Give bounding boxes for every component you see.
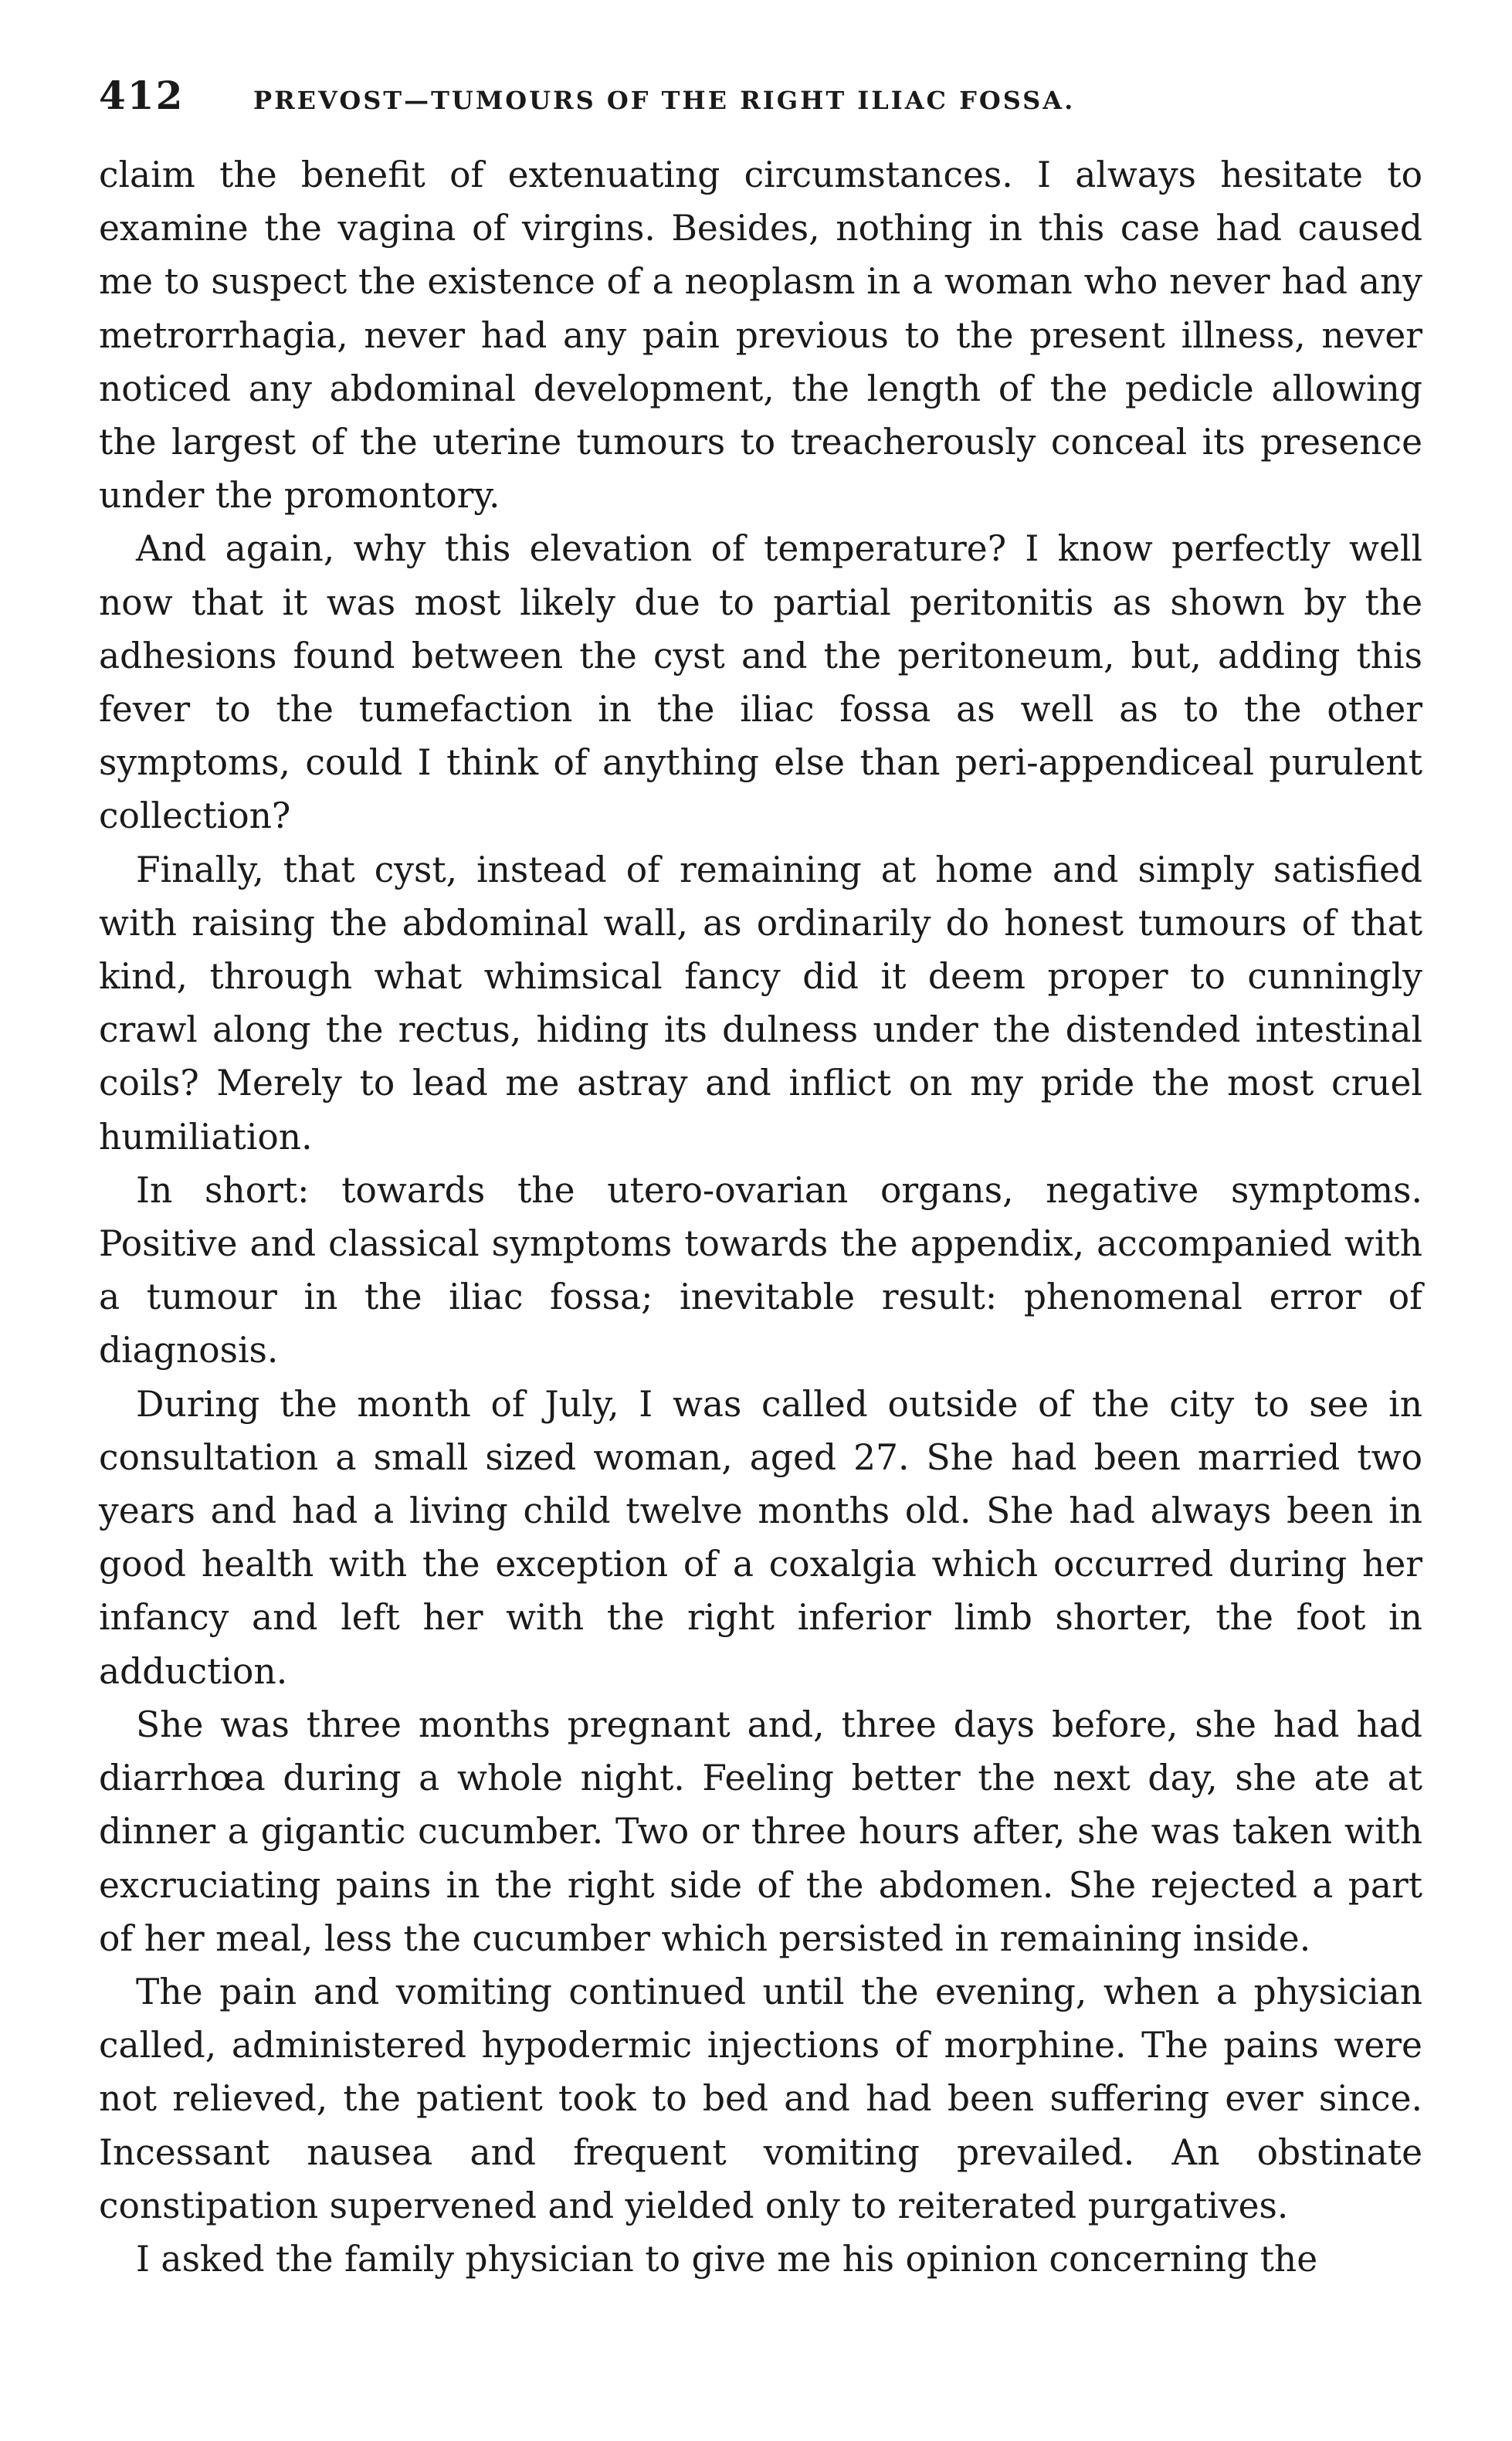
paragraph: She was three months pregnant and, three days before, she had had diarrhœa during a whole night. Feeling better the next day, she ate at dinner a gigantic cucumber. Two or three hours after, she was taken with excruciating pains in the right side of the abdomen. She rejected a part of her meal, less the cucumber which persisted in remaining inside. bbox=[99, 1704, 1422, 1959]
paragraph: Finally, that cyst, instead of remaining at home and simply satisfied with raising the abdominal wall, as ordinarily do honest tumours of that kind, through what whimsical fancy did it deem proper to cunningly crawl along the rectus, hiding its dulness under the distended intestinal coils? Merely to lead me astray and inflict on my pride the most cruel humiliation. bbox=[99, 849, 1422, 1158]
paragraph: During the month of July, I was called outside of the city to see in consultation a small sized woman, aged 27. She had been married two years and had a living child twelve months old. She had always been in good health with the exception of a coxalgia which occurred during her infancy and left her with the right inferior limb shorter, the foot in adduction. bbox=[99, 1383, 1422, 1692]
running-head bbox=[99, 73, 1422, 134]
paragraph-last: I asked the family physician to give me his opinion concerning the bbox=[136, 2238, 1318, 2280]
paragraph-continuation: claim the benefit of extenuating circumstances. I always hesitate to examine the vagina of virgins. Besides, nothing in this case had caused me to suspect the existence of a neoplasm in a woman who never had any metrorrhagia, never had any pain previous to the present illness, never noticed any abdominal development, the length of the pedicle allowing the largest of the uterine tumours to treacherously conceal its presence under the promontory. bbox=[99, 154, 1422, 517]
running-title: PREVOST—TUMOURS OF THE RIGHT ILIAC FOSSA. bbox=[253, 86, 1076, 115]
body-text bbox=[99, 148, 1422, 2286]
paragraph: In short: towards the utero-ovarian organs, negative symptoms. Positive and classical symptoms towards the appendix, accompanied with a tumour in the iliac fossa; inevitable result: phenomenal error of diagnosis. bbox=[99, 1169, 1422, 1371]
paragraph: And again, why this elevation of temperature? I know perfectly well now that it was most likely due to partial peritonitis as shown by the adhesions found between the cyst and the peritoneum, but, adding this fever to the tumefaction in the iliac fossa as well as to the other symptoms, could I think of anything else than peri-appendiceal purulent collection? bbox=[99, 528, 1422, 837]
page-number: 412 bbox=[99, 73, 185, 118]
paragraph: The pain and vomiting continued until the evening, when a physician called, administered hypodermic injections of morphine. The pains were not relieved, the patient took to bed and had been suffering ever since. Incessant nausea and frequent vomiting prevailed. An obstinate constipation supervened and yielded only to reiterated purgatives. bbox=[99, 1971, 1422, 2226]
